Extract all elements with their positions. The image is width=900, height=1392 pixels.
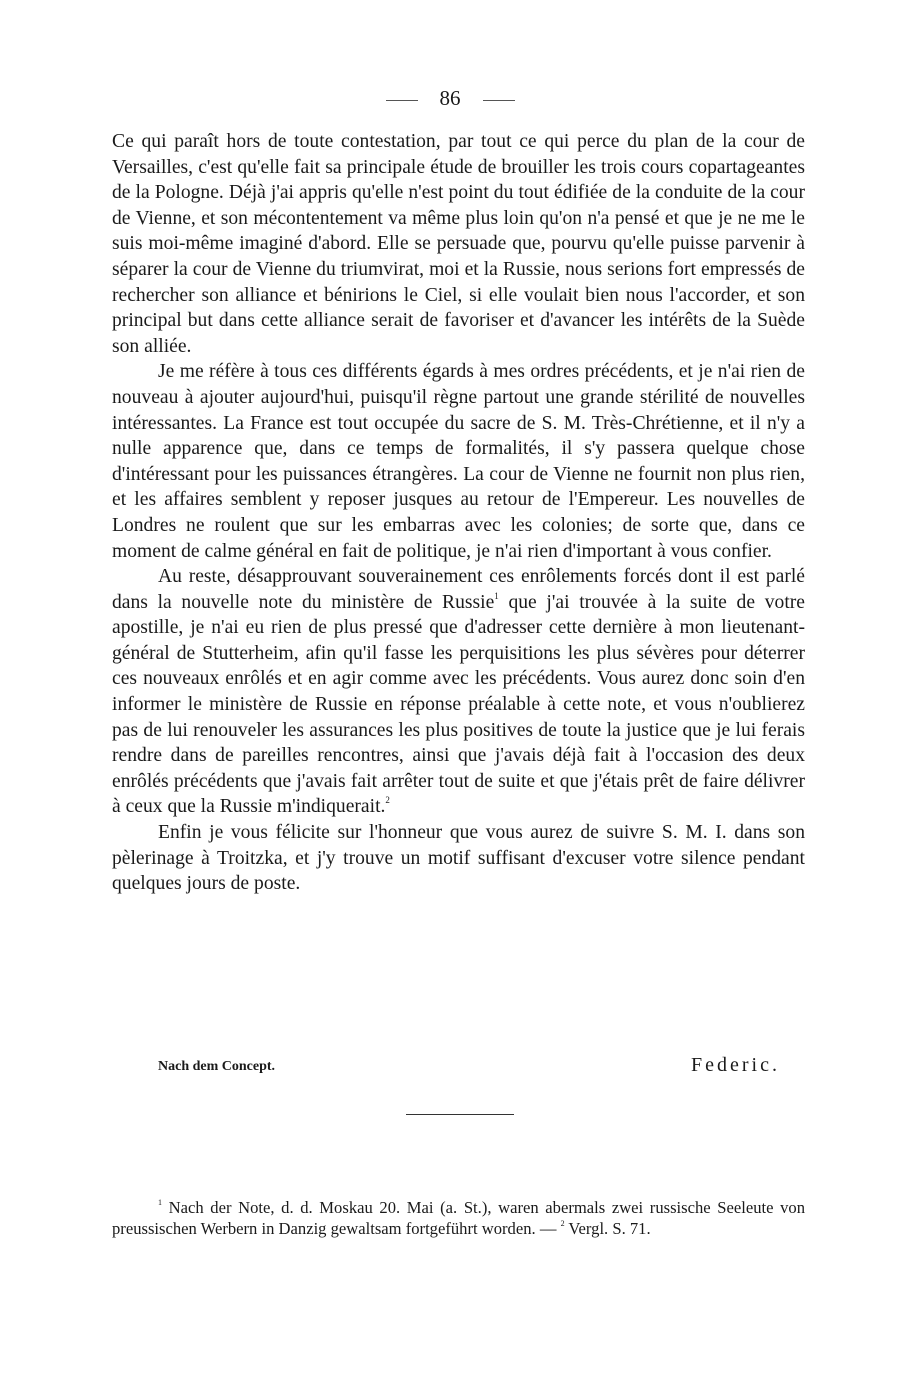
closing-row (158, 1054, 780, 1082)
letter-body (112, 129, 805, 897)
page-number: 86 (439, 86, 461, 110)
header-dash-left (386, 100, 418, 101)
footnote-text (112, 1197, 805, 1239)
paragraph-1: Ce qui paraît hors de toute contestation, par tout ce qui perce du plan de la cour de Versailles, c'est qu'elle fait sa principale étude de brouiller les trois cours copartageantes de la Pologne. Déjà j'ai appris qu'elle n'est point du tout édifiée de la conduite de la cour de Vienne, et son mécontentement va même plus loin qu'on n'a pensé et que je ne me le suis moi-même imaginé d'abord. Elle se persuade que, pourvu qu'elle puisse parvenir à séparer la cour de Vienne du triumvirat, moi et la Russie, nous serions fort empressés de rechercher son alliance et bénirions le Ciel, si elle voulait bien nous l'accorder, et son principal but dans cette alliance serait de favoriser et d'avancer les intérêts de la Suède son alliée. (112, 131, 805, 357)
paragraph-3-text-before-note: Au reste, désapprouvant souverainement ces enrôlements forcés dont il est parlé dans la nouvelle note du ministère de Russie (112, 566, 805, 613)
footnote-mark-1: 1 (158, 1198, 162, 1207)
paragraph-4: Enfin je vous félicite sur l'honneur que vous aurez de suivre S. M. I. dans son pèlerinage à Troitzka, et j'y trouve un motif suffisant d'excuser votre silence pendant quelques jours de poste. (112, 822, 805, 895)
footnote-reference-2: 2 (385, 795, 390, 806)
paragraph-2: Je me réfère à tous ces différents égards à mes ordres précédents, et je n'ai rien de nouveau à ajouter aujourd'hui, puisqu'il règne partout une grande stérilité de nouvelles intéressantes. La France est tout occupée du sacre de S. M. Très-Chrétienne, et il n'y a nulle apparence que, dans ce temps de formalités, il s'y passera quelque chose d'intéressant pour les puissances étrangères. La cour de Vienne ne fournit non plus rien, et les affaires semblent y reposer jusques au retour de l'Empereur. Les nouvelles de Londres ne roulent que sur les embarras avec les colonies; de sorte que, dans ce moment de calme général en fait de politique, je n'ai rien d'important à vous confier. (112, 361, 805, 562)
signature: Federic. (691, 1054, 780, 1076)
footnote-1-text: Nach der Note, d. d. Moskau 20. Mai (a. St.), waren abermals zwei russische Seeleute von preussischen Werbern in Danzig gewaltsam fortgeführt worden. — (112, 1198, 805, 1238)
footnote-divider (406, 1114, 514, 1115)
footnote-2-text: Vergl. S. 71. (564, 1219, 651, 1238)
source-note: Nach dem Concept. (158, 1059, 276, 1074)
footnote-reference-1: 1 (494, 590, 499, 601)
header-dash-right (483, 100, 515, 101)
paragraph-3-text-after-note: que j'ai trouvée à la suite de votre apostille, je n'ai eu rien de plus pressé que d'adresser cette dernière à mon lieutenant-général de Stutterheim, afin qu'il fasse les perquisitions les plus sévères pour déterrer ces nouveaux enrôlés et en agir comme avec les précédents. Vous aurez donc soin d'en informer le ministère de Russie en réponse préalable à cette note, et vous n'oublierez pas de lui renouveler les assurances les plus positives de toute la justice que je lui ferais rendre dans de pareilles rencontres, ainsi que j'avais déjà fait à l'occasion des deux enrôlés précédents que j'avais fait arrêter tout de suite et que j'étais prêt de faire délivrer à ceux que la Russie m'indiquerait. (112, 591, 805, 818)
paragraph-3 (112, 564, 805, 820)
footnote-mark-2: 2 (560, 1219, 565, 1228)
page-number-header (0, 86, 900, 110)
footnotes (112, 1197, 805, 1239)
